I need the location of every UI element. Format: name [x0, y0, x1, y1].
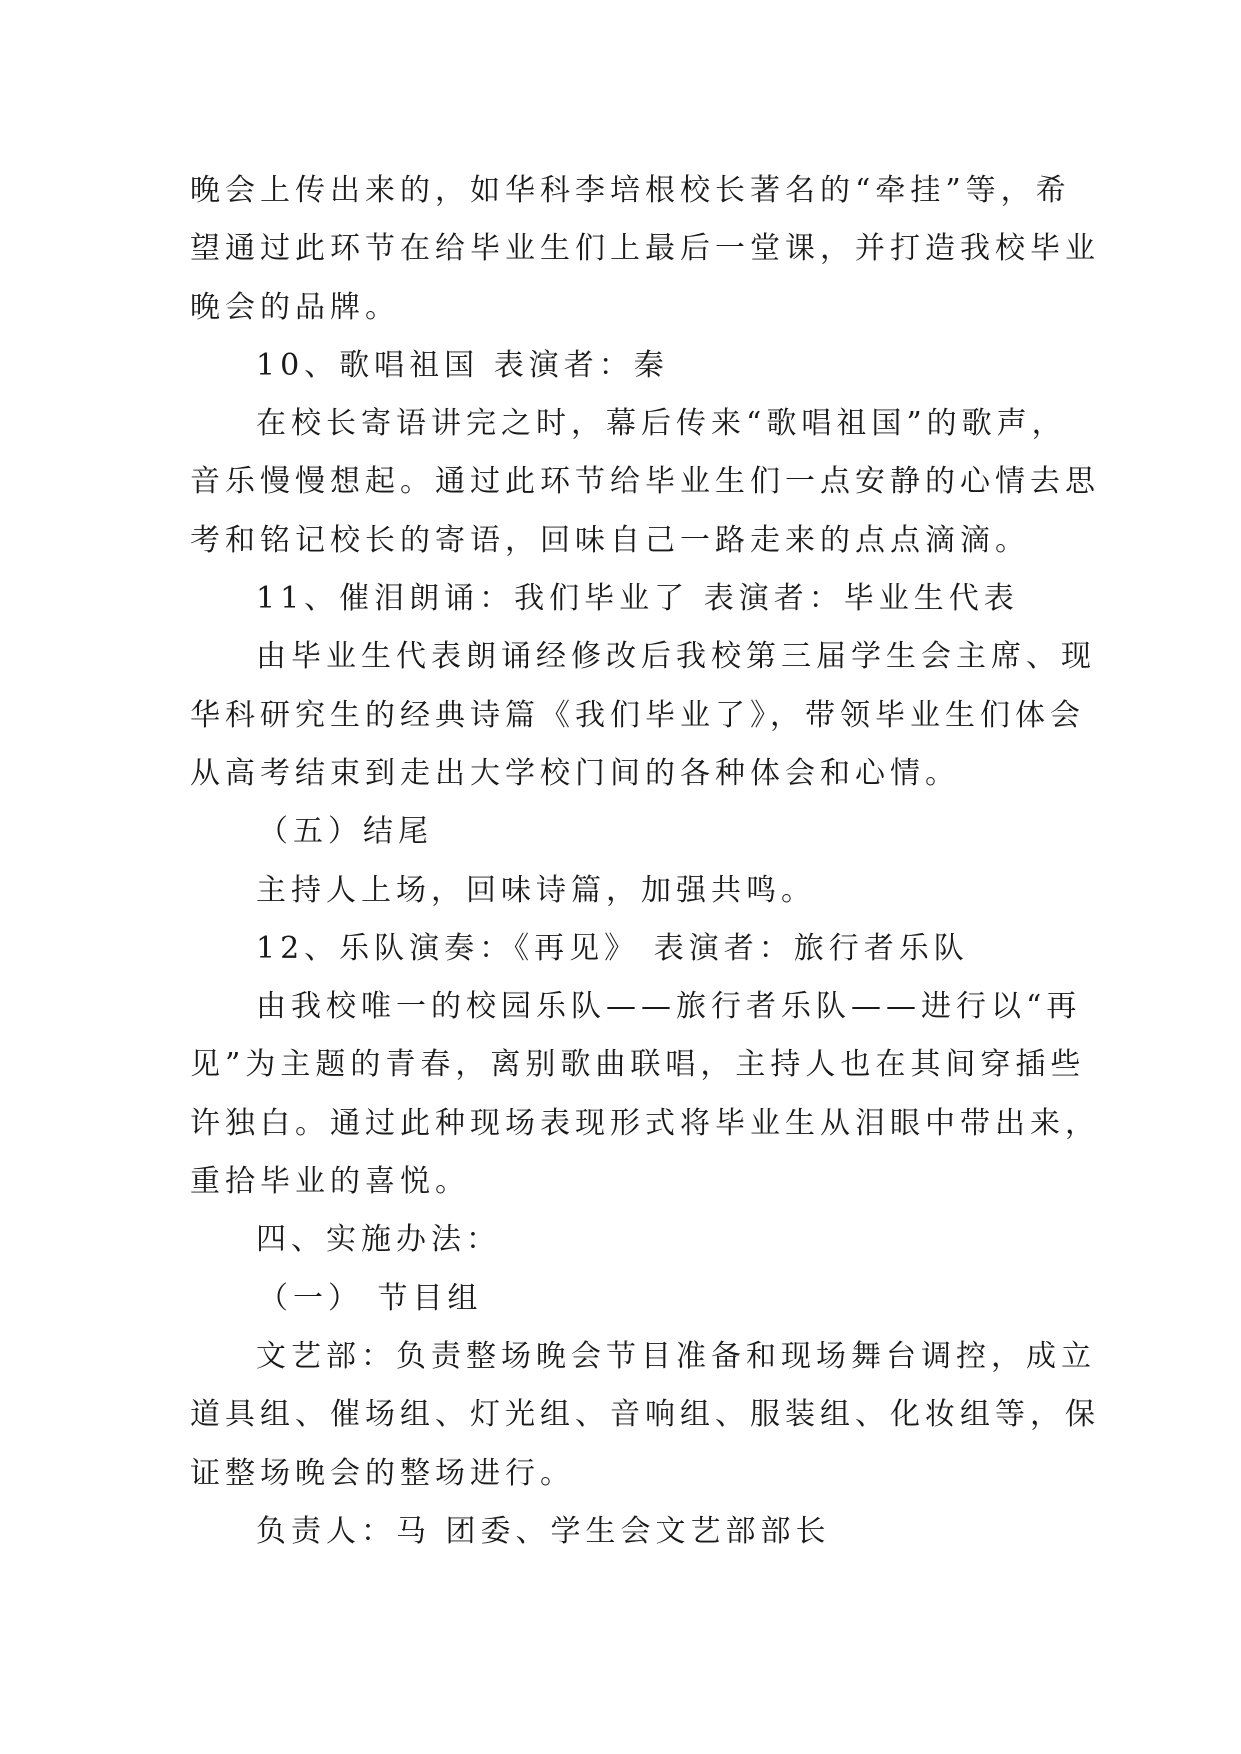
text-line: 华科研究生的经典诗篇《我们毕业了》，带领毕业生们体会: [190, 697, 1085, 733]
text-line: 从高考结束到走出大学校门间的各种体会和心情。: [190, 755, 960, 791]
text-line: 重拾毕业的喜悦。: [190, 1164, 470, 1200]
text-line: 考和铭记校长的寄语，回味自己一路走来的点点滴滴。: [190, 522, 1030, 558]
program-item-heading: 10、歌唱祖国 表演者：秦: [256, 347, 669, 383]
text-line: 许独白。通过此种现场表现形式将毕业生从泪眼中带出来，: [190, 1105, 1100, 1141]
text-line: 望通过此环节在给毕业生们上最后一堂课，并打造我校毕业: [190, 231, 1100, 267]
text-line: 道具组、催场组、灯光组、音响组、服装组、化妆组等，保: [190, 1397, 1100, 1433]
text-line: 晚会的品牌。: [190, 289, 400, 325]
subsection-heading: （一） 节目组: [258, 1280, 483, 1316]
section-heading: （五）结尾: [258, 814, 433, 850]
program-item-heading: 12、乐队演奏：《再见》 表演者：旅行者乐队: [256, 930, 969, 966]
document-body: [190, 162, 1100, 1561]
text-line: 负责人：马 团委、学生会文艺部部长: [256, 1513, 831, 1549]
text-line: 音乐慢慢想起。通过此环节给毕业生们一点安静的心情去思: [190, 464, 1100, 500]
text-line: 由我校唯一的校园乐队——旅行者乐队——进行以“再: [256, 989, 1082, 1025]
text-line: 见”为主题的青春，离别歌曲联唱，主持人也在其间穿插些: [190, 1047, 1086, 1083]
text-line: 主持人上场，回味诗篇，加强共鸣。: [256, 872, 816, 908]
text-line: 文艺部：负责整场晚会节目准备和现场舞台调控，成立: [256, 1338, 1096, 1374]
text-line: 在校长寄语讲完之时，幕后传来“歌唱祖国”的歌声，: [256, 406, 1067, 442]
text-line: 由毕业生代表朗诵经修改后我校第三届学生会主席、现: [256, 639, 1096, 675]
text-line: 证整场晚会的整场进行。: [190, 1455, 575, 1491]
section-heading: 四、实施办法：: [256, 1222, 501, 1258]
program-item-heading: 11、催泪朗诵：我们毕业了 表演者：毕业生代表: [256, 581, 1019, 617]
text-line: 晚会上传出来的，如华科李培根校长著名的“牵挂”等，希: [190, 173, 1071, 208]
